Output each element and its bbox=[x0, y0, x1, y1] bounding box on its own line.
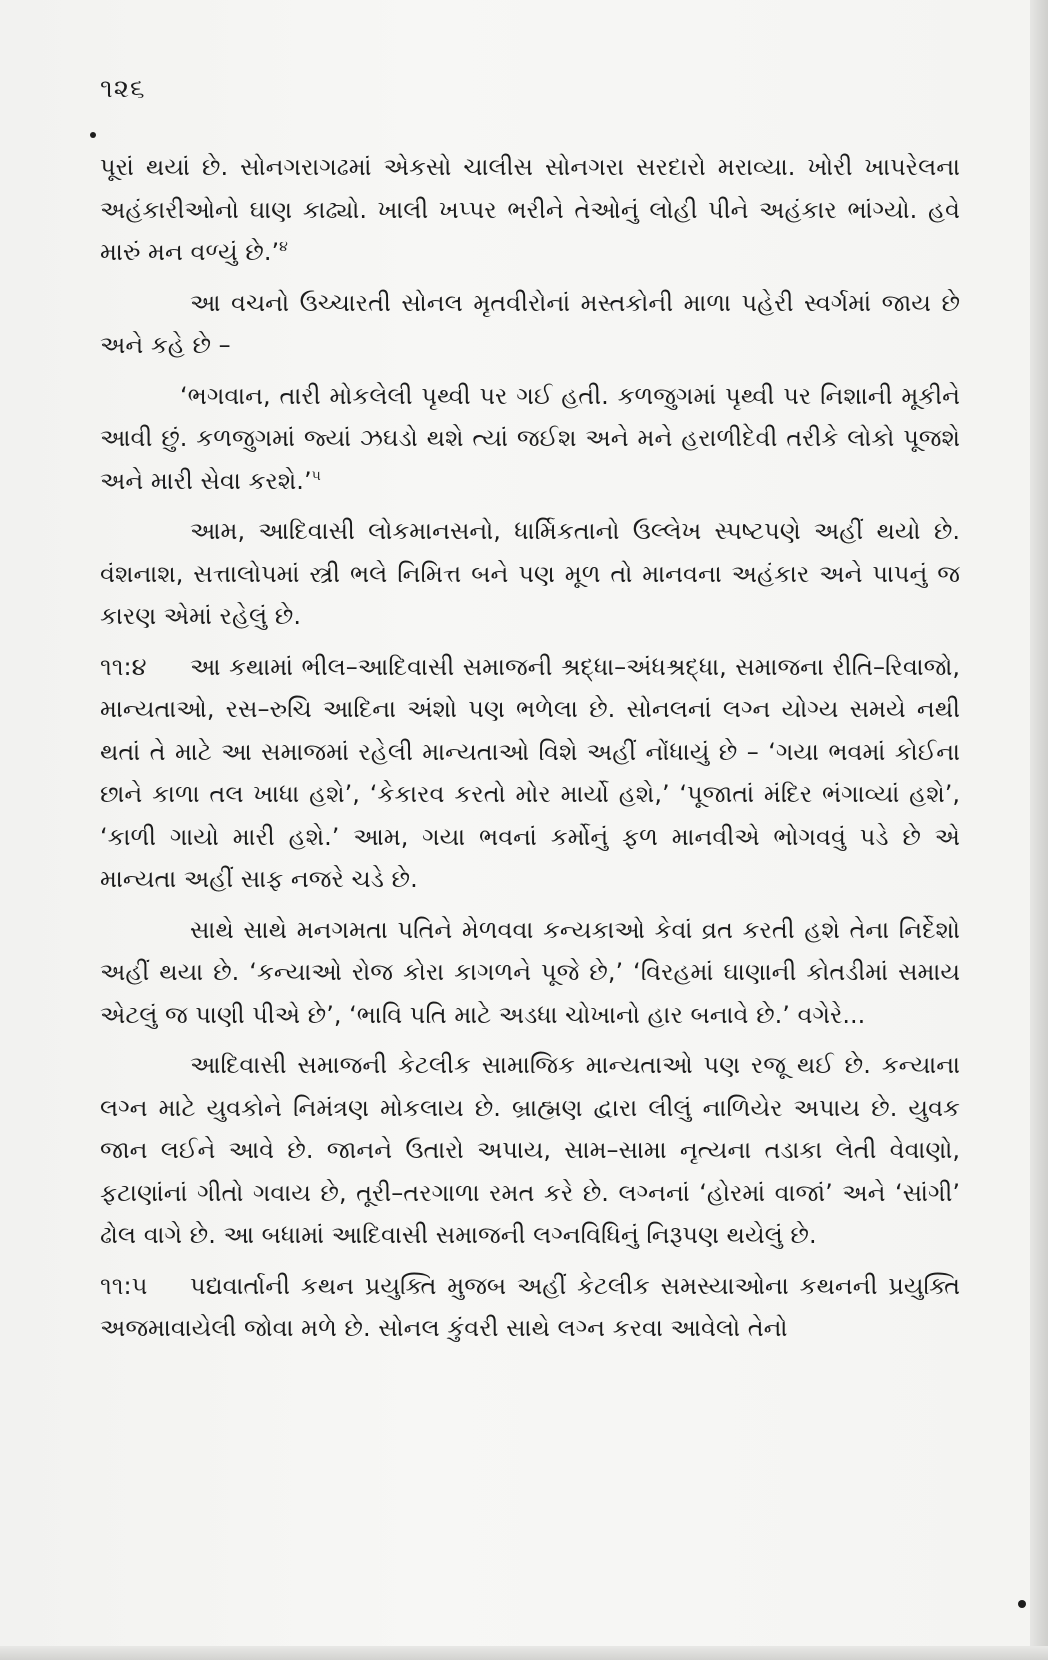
paragraph-3 bbox=[100, 375, 960, 503]
paragraph-6: સાથે સાથે મનગમતા પતિને મેળવવા કન્યકાઓ કેવાં વ્રત કરતી હશે તેના નિર્દેશો અહીં થયા છે. ‘કન્યાઓ રોજ કોરા કાગળને પૂજે છે,’ ‘વિરહમાં ઘાણાની કોતડીમાં સમાય એટલું જ પાણી પીએ છે’, ‘ભાવિ પતિ માટે અડધા ચોખાનો હાર બનાવે છે.’ વગેરે... bbox=[100, 915, 960, 1029]
footnote-ref-4: ૪ bbox=[279, 239, 288, 255]
page-number: ૧૨૬ bbox=[100, 74, 146, 104]
paragraph-3-text: ‘ભગવાન, તારી મોકલેલી પૃથ્વી પર ગઈ હતી. કળજુગમાં પૃથ્વી પર નિશાની મૂકીને આવી છું. કળજુગમાં જ્યાં ઝઘડો થશે ત્યાં જઈશ અને મને હરાળીદેવી તરીકે લોકો પૂજશે અને મારી સેવા કરશે.’ bbox=[100, 381, 960, 495]
ink-mark-bottom bbox=[1018, 1600, 1026, 1608]
ink-mark bbox=[90, 132, 96, 138]
section-11-4 bbox=[100, 646, 960, 901]
page-edge-shadow bbox=[1030, 0, 1048, 1660]
paragraph-7: આદિવાસી સમાજની કેટલીક સામાજિક માન્યતાઓ પણ રજૂ થઈ છે. કન્યાના લગ્ન માટે યુવકોને નિમંત્રણ મોકલાય છે. બ્રાહ્મણ દ્વારા લીલું નાળિયેર અપાય છે. યુવક જાન લઈને આવે છે. જાનને ઉતારો અપાય, સામ–સામા નૃત્યના તડાકા લેતી વેવાણો, ફટાણાંનાં ગીતો ગવાય છે, તૂરી–તરગાળા રમત કરે છે. લગ્નનાં ‘હોરમાં વાજાં’ અને ‘સાંગી’ ઢોલ વાગે છે. આ બધામાં આદિવાસી સમાજની લગ્નવિધિનું નિરૂપણ થયેલું છે. bbox=[100, 1051, 960, 1249]
paragraph-4: આમ, આદિવાસી લોકમાનસનો, ધાર્મિકતાનો ઉલ્લેખ સ્પષ્ટપણે અહીં થયો છે. વંશનાશ, સત્તાલોપમાં સ્ત્રી ભલે નિમિત્ત બને પણ મૂળ તો માનવના અહંકાર અને પાપનું જ કારણ એમાં રહેલું છે. bbox=[100, 517, 960, 630]
footnote-ref-5: ૫ bbox=[311, 467, 321, 484]
page-bottom-edge bbox=[0, 1646, 1048, 1660]
paragraph-1 bbox=[100, 146, 960, 274]
section-number-11-5: ૧૧:૫ bbox=[100, 1271, 148, 1300]
paragraph-2: આ વચનો ઉચ્ચારતી સોનલ મૃતવીરોનાં મસ્તકોની માળા પહેરી સ્વર્ગમાં જાય છે અને કહે છે – bbox=[100, 288, 960, 359]
paragraph-1-text: પૂરાં થયાં છે. સોનગરાગઢમાં એકસો ચાલીસ સોનગરા સરદારો મરાવ્યા. ખોરી ખાપરેલના અહંકારીઓનો ઘાણ કાઢ્યો. ખાલી ખપ્પર ભરીને તેઓનું લોહી પીને અહંકાર ભાંગ્યો. હવે મારું મન વળ્યું છે.’ bbox=[100, 153, 960, 266]
paragraph-5-text: આ કથામાં ભીલ–આદિવાસી સમાજની શ્રદ્ધા–અંધશ્રદ્ધા, સમાજના રીતિ–રિવાજો, માન્યતાઓ, રસ–રુચિ આદિના અંશો પણ ભળેલા છે. સોનલનાં લગ્ન યોગ્ય સમયે નથી થતાં તે માટે આ સમાજમાં રહેલી માન્યતાઓ વિશે અહીં નોંધાયું છે – ‘ગયા ભવમાં કોઈના છાને કાળા તલ ખાધા હશે’, ‘કેકારવ કરતો મોર માર્યો હશે,’ ‘પૂજાતાં મંદિર ભંગાવ્યાં હશે’, ‘કાળી ગાયો મારી હશે.’ આમ, ગયા ભવનાં કર્મોનું ફળ માનવીએ ભોગવવું પડે છે એ માન્યતા અહીં સાફ નજરે ચડે છે. bbox=[100, 652, 960, 893]
section-11-5 bbox=[100, 1265, 960, 1350]
section-number-11-4: ૧૧:૪ bbox=[100, 652, 147, 681]
body-text bbox=[100, 146, 960, 1350]
paragraph-8-text: પદ્યવાર્તાની કથન પ્રયુક્તિ મુજબ અહીં કેટલીક સમસ્યાઓના કથનની પ્રયુક્તિ અજમાવાયેલી જોવા મળે છે. સોનલ કુંવરી સાથે લગ્ન કરવા આવેલો તેનો bbox=[100, 1271, 960, 1342]
